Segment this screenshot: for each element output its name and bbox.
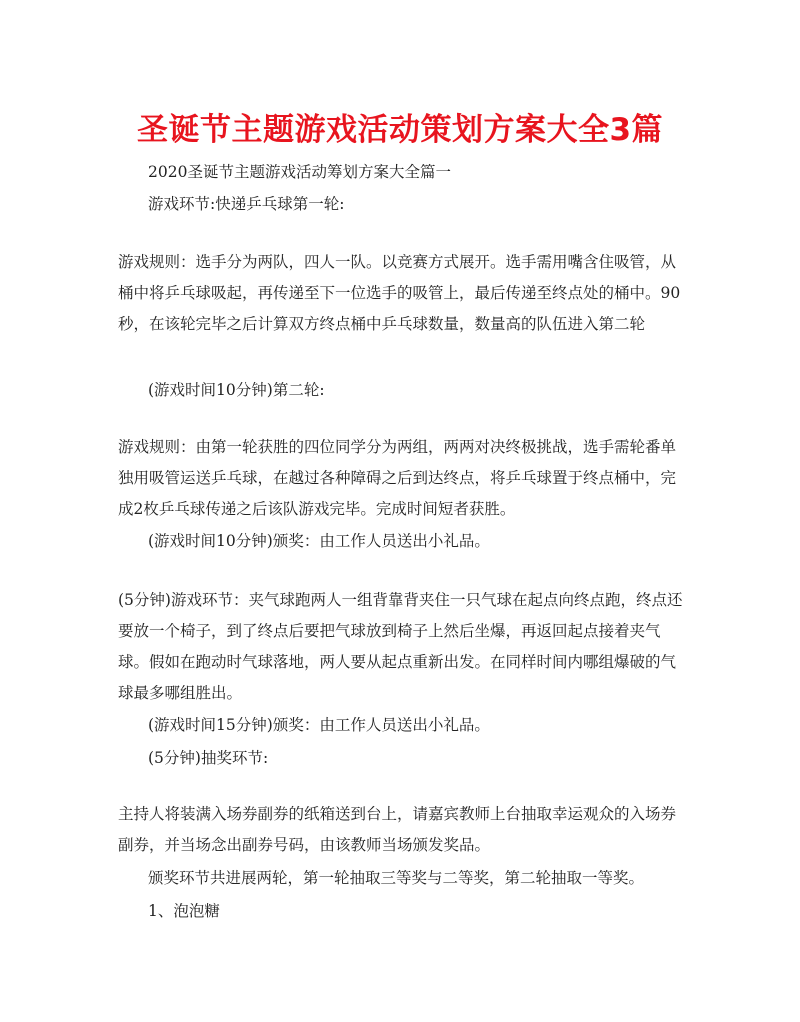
paragraph: 颁奖环节共进展两轮，第一轮抽取三等奖与二等奖，第二轮抽取一等奖。 — [148, 869, 645, 887]
paragraph: (游戏时间15分钟)颁奖：由工作人员送出小礼品。 — [148, 716, 490, 734]
subtitle-line: 2020圣诞节主题游戏活动筹划方案大全篇一 — [148, 163, 451, 181]
paragraph: 游戏规则：由第一轮获胜的四位同学分为两组，两两对决终极挑战，选手需轮番单独用吸管运送乒乓球，在越过各种障碍之后到达终点，将乒乓球置于终点桶中，完成2枚乒乓球传递之后该队游戏完毕。完成时间短者获胜。 — [118, 438, 677, 518]
paragraph: (5分钟)游戏环节：夹气球跑两人一组背靠背夹住一只气球在起点向终点跑，终点还要放一个椅子，到了终点后要把气球放到椅子上然后坐爆，再返回起点接着夹气球。假如在跑动时气球落地，两人要从起点重新出发。在同样时间内哪组爆破的气球最多哪组胜出。 — [118, 591, 683, 702]
paragraph: (游戏时间10分钟)颁奖：由工作人员送出小礼品。 — [148, 532, 490, 550]
paragraph: (游戏时间10分钟)第二轮: — [148, 381, 325, 399]
document-title: 圣诞节主题游戏活动策划方案大全3篇 — [136, 112, 664, 148]
paragraph: (5分钟)抽奖环节: — [148, 749, 269, 767]
paragraph: 游戏规则：选手分为两队，四人一队。以竞赛方式展开。选手需用嘴含住吸管，从桶中将乒乓球吸起，再传递至下一位选手的吸管上，最后传递至终点处的桶中。90秒，在该轮完毕之后计算双方终点桶中乒乓球数量，数量高的队伍进入第二轮 — [118, 253, 681, 333]
paragraph: 游戏环节:快递乒乓球第一轮: — [148, 195, 345, 213]
list-item: 1、泡泡糖 — [148, 902, 220, 920]
paragraph: 主持人将装满入场券副券的纸箱送到台上，请嘉宾教师上台抽取幸运观众的入场券副券，并当场念出副券号码，由该教师当场颁发奖品。 — [118, 805, 677, 854]
